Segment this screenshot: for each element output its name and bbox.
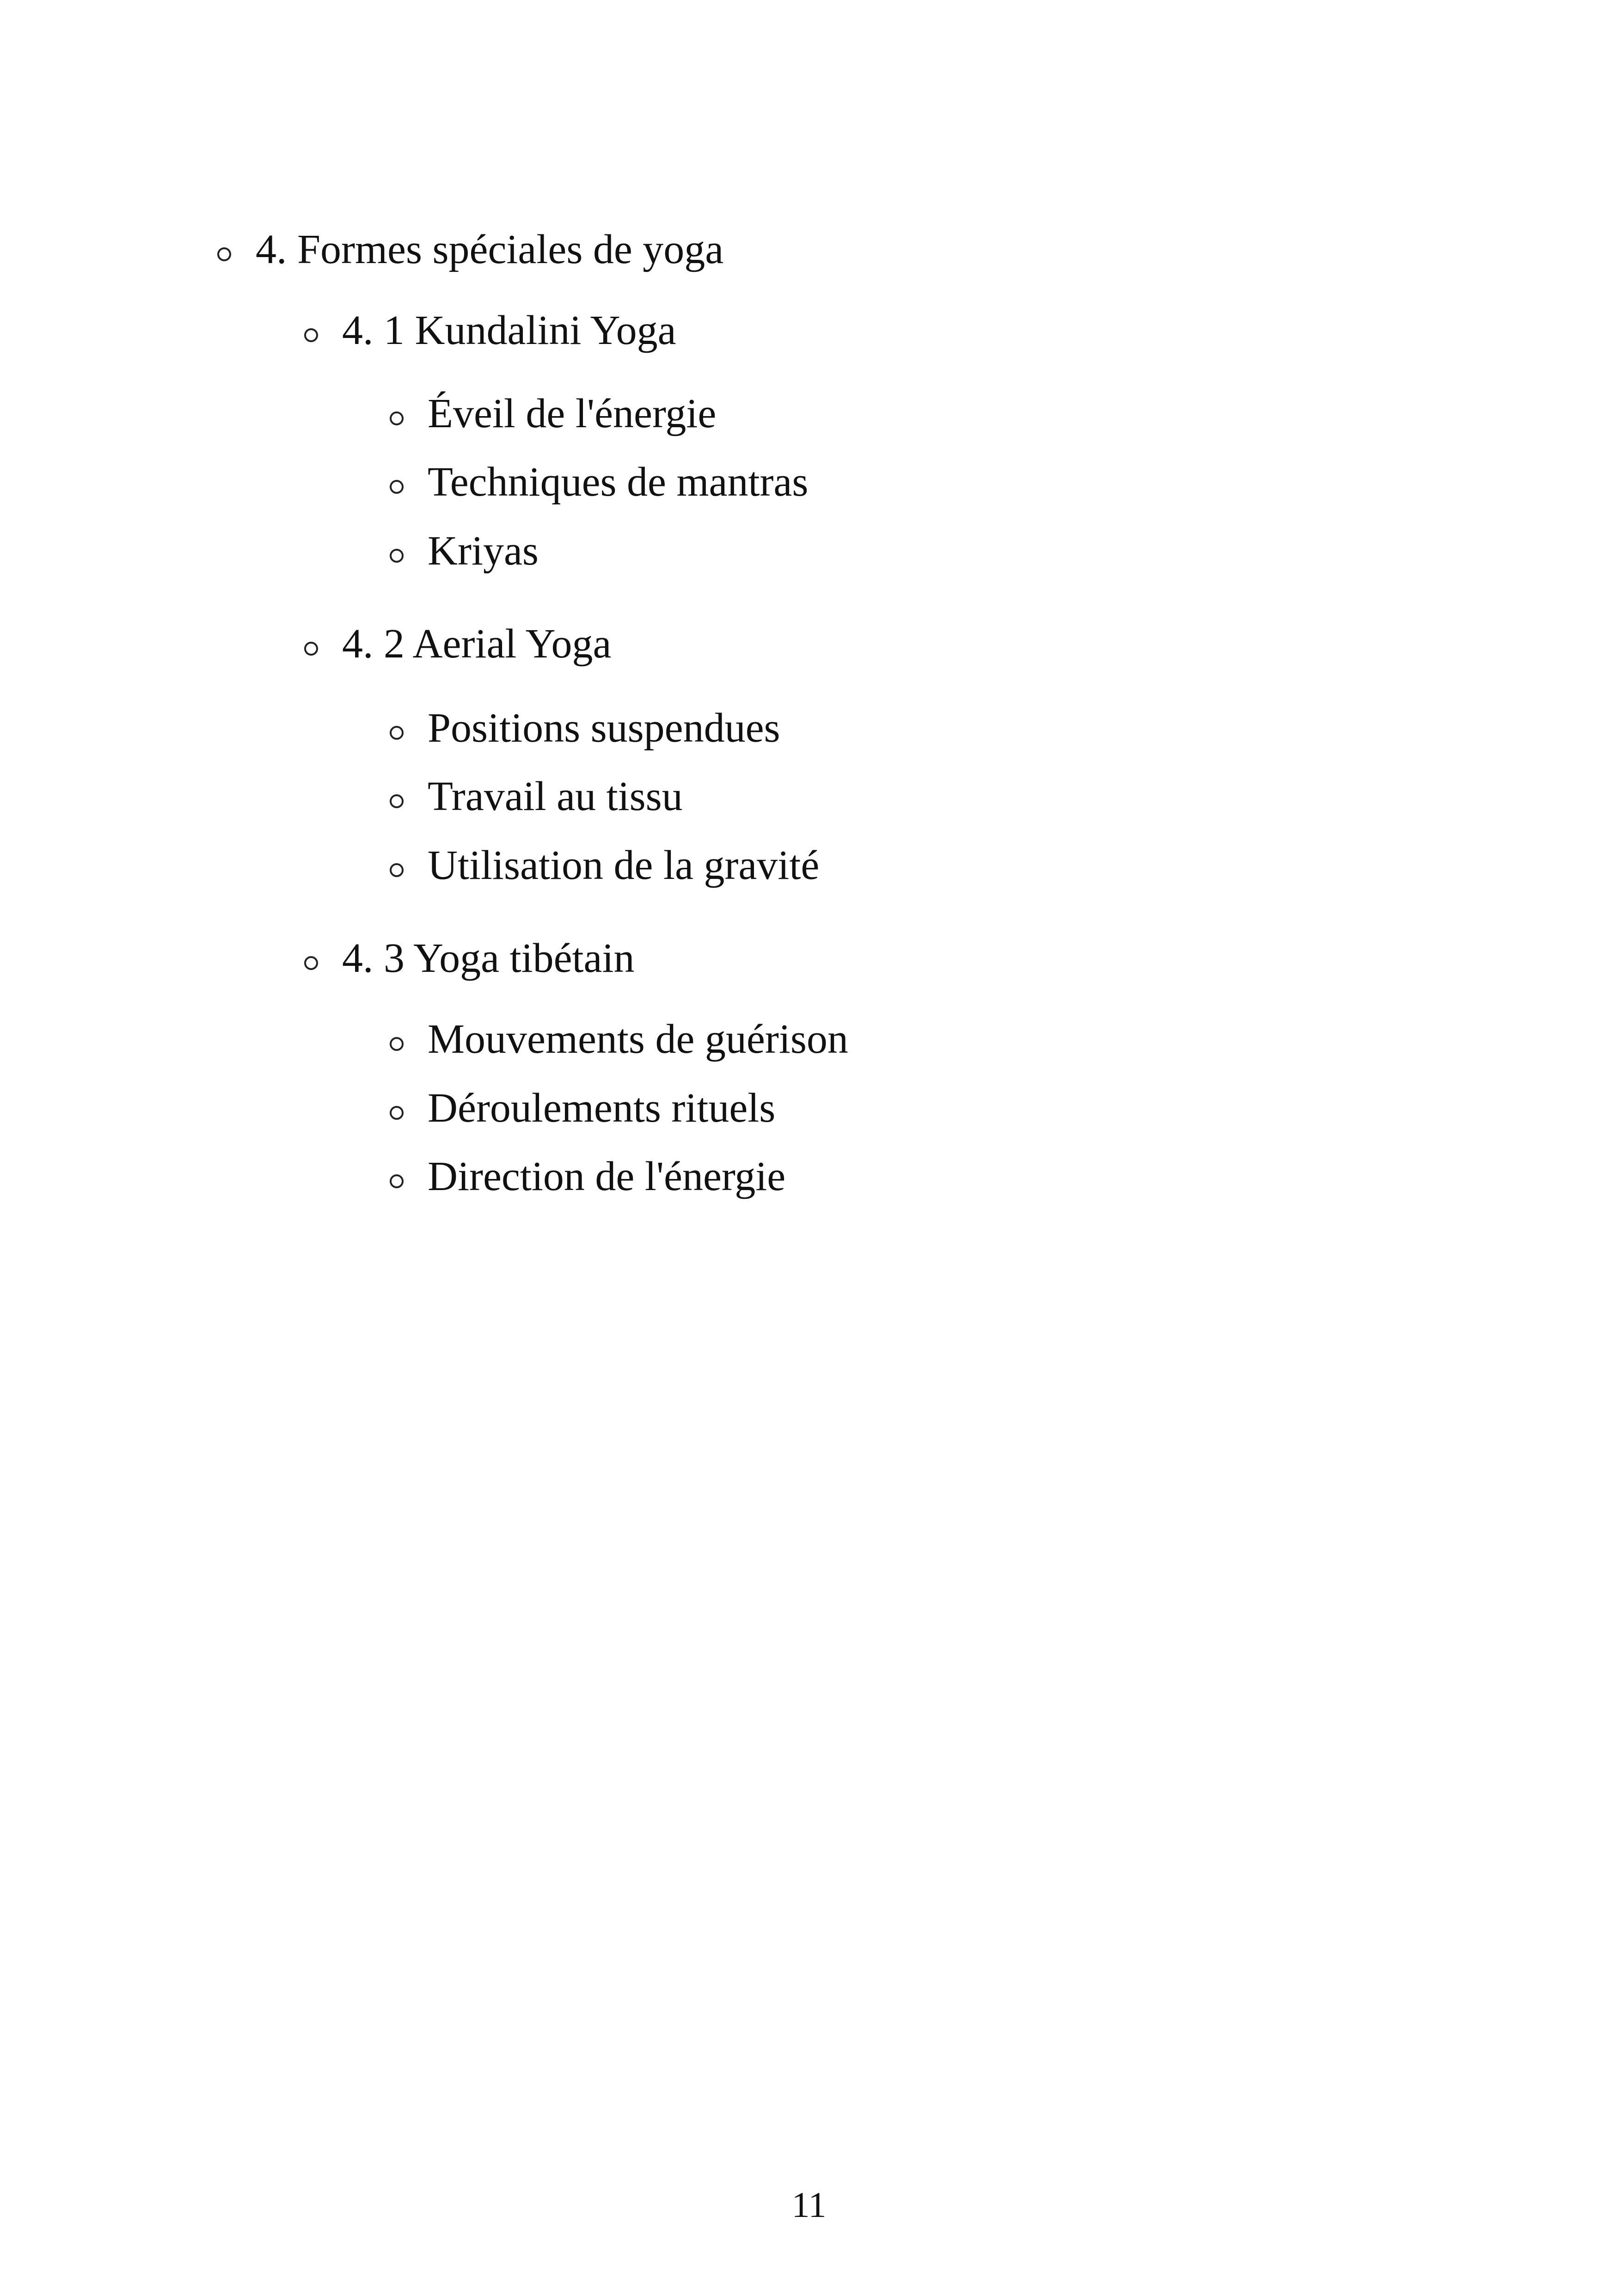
- page-number: 11: [791, 2185, 827, 2225]
- bullet-icon: [390, 1174, 404, 1188]
- section-heading: 4. 2 Aerial Yoga: [342, 621, 612, 667]
- bullet-icon: [390, 480, 404, 494]
- list-item: Positions suspendues: [428, 705, 780, 751]
- list-item: Déroulements rituels: [428, 1085, 776, 1131]
- bullet-icon: [390, 1037, 404, 1051]
- bullet-icon: [390, 1106, 404, 1120]
- list-item: Kriyas: [428, 528, 539, 574]
- bullet-icon: [390, 863, 404, 877]
- bullet-icon: [304, 328, 318, 342]
- list-item: Mouvements de guérison: [428, 1016, 848, 1062]
- bullet-icon: [217, 247, 231, 261]
- bullet-icon: [390, 411, 404, 425]
- section-heading: 4. 1 Kundalini Yoga: [342, 307, 676, 353]
- list-item: Éveil de l'énergie: [428, 391, 717, 436]
- bullet-icon: [304, 642, 318, 656]
- list-item: Travail au tissu: [428, 774, 683, 819]
- list-item: Techniques de mantras: [428, 459, 809, 505]
- bullet-icon: [390, 726, 404, 740]
- bullet-icon: [304, 956, 318, 970]
- section-heading: 4. 3 Yoga tibétain: [342, 935, 635, 981]
- bullet-icon: [390, 794, 404, 808]
- list-item: Direction de l'énergie: [428, 1154, 786, 1199]
- bullet-icon: [390, 549, 404, 563]
- list-item: Utilisation de la gravité: [428, 842, 820, 888]
- outline-title: 4. Formes spéciales de yoga: [256, 227, 724, 272]
